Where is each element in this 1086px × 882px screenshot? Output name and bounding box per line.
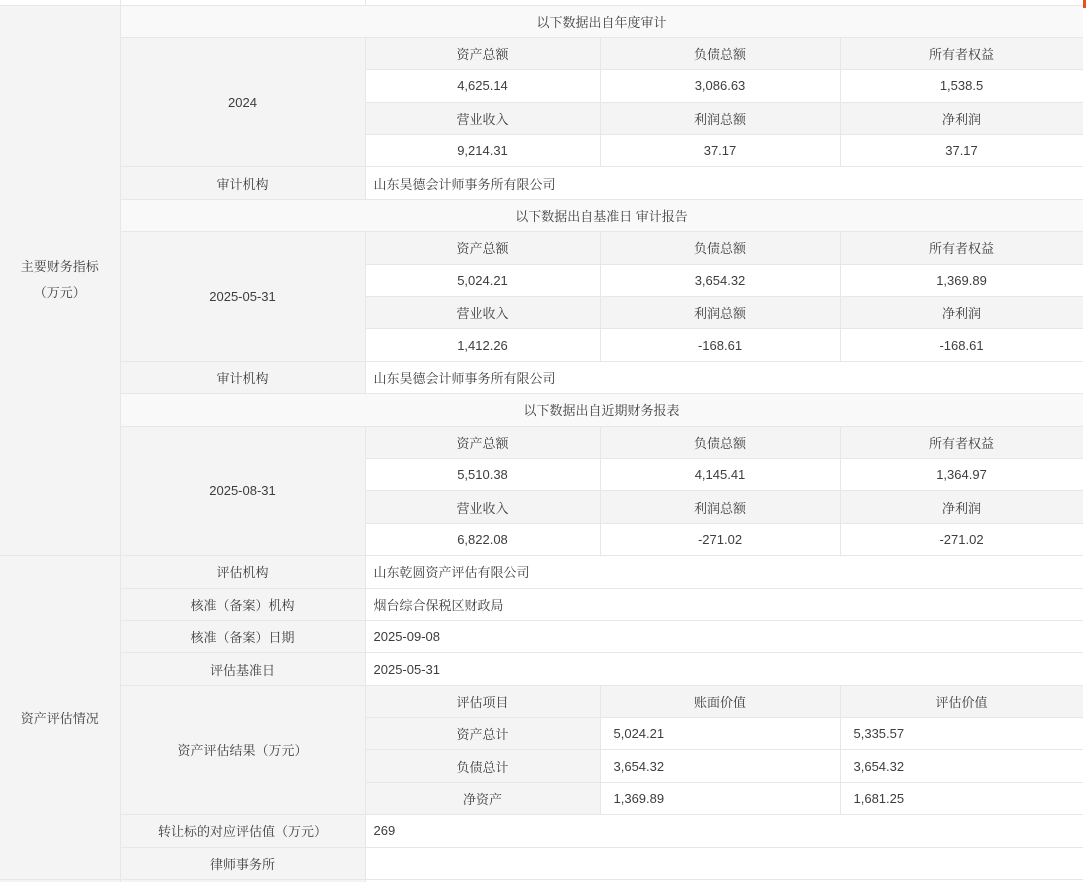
hdr-revenue: 营业收入	[365, 491, 600, 523]
banner-annual-audit: 以下数据出自年度审计	[120, 5, 1083, 37]
book-value-net-assets: 1,369.89	[600, 782, 840, 814]
period-cell-2024: 2024	[120, 37, 365, 167]
hdr-assets-total: 资产总额	[365, 232, 600, 264]
value-auditor: 山东昊德会计师事务所有限公司	[365, 167, 1083, 199]
item-assets-total: 资产总计	[365, 718, 600, 750]
label-approval-date: 核准（备案）日期	[120, 620, 365, 652]
val-liabilities-total: 4,145.41	[600, 458, 840, 490]
value-approval-agency: 烟台综合保税区财政局	[365, 588, 1083, 620]
hdr-net-profit: 净利润	[840, 297, 1083, 329]
hdr-net-profit: 净利润	[840, 102, 1083, 134]
hdr-revenue: 营业收入	[365, 297, 600, 329]
hdr-liabilities-total: 负债总额	[600, 37, 840, 69]
val-revenue: 9,214.31	[365, 135, 600, 167]
hdr-assets-total: 资产总额	[365, 426, 600, 458]
val-net-profit: -271.02	[840, 523, 1083, 555]
hdr-profit-total: 利润总额	[600, 491, 840, 523]
label-approval-agency: 核准（备案）机构	[120, 588, 365, 620]
period-cell-2025-08-31: 2025-08-31	[120, 426, 365, 556]
banner-recent-statements: 以下数据出自近期财务报表	[120, 394, 1083, 426]
hdr-revenue: 营业收入	[365, 102, 600, 134]
hdr-liabilities-total: 负债总额	[600, 232, 840, 264]
val-assets-total: 5,510.38	[365, 458, 600, 490]
val-assets-total: 5,024.21	[365, 264, 600, 296]
hdr-owners-equity: 所有者权益	[840, 426, 1083, 458]
label-auditor: 审计机构	[120, 361, 365, 393]
value-law-firm	[365, 847, 1083, 879]
val-assets-total: 4,625.14	[365, 70, 600, 102]
financial-indicators-label-line1: 主要财务指标	[20, 259, 99, 275]
value-auditor: 山东昊德会计师事务所有限公司	[365, 361, 1083, 393]
label-valuation-base-date: 评估基准日	[120, 653, 365, 685]
value-valuation-base-date: 2025-05-31	[365, 653, 1083, 685]
book-value-assets-total: 5,024.21	[600, 718, 840, 750]
label-auditor: 审计机构	[120, 167, 365, 199]
hdr-net-profit: 净利润	[840, 491, 1083, 523]
hdr-liabilities-total: 负债总额	[600, 426, 840, 458]
appraised-value-net-assets: 1,681.25	[840, 782, 1083, 814]
label-law-firm: 律师事务所	[120, 847, 365, 879]
period-cell-2025-05-31: 2025-05-31	[120, 232, 365, 362]
val-liabilities-total: 3,654.32	[600, 264, 840, 296]
hdr-owners-equity: 所有者权益	[840, 37, 1083, 69]
item-liabilities-total: 负债总计	[365, 750, 600, 782]
val-net-profit: -168.61	[840, 329, 1083, 361]
val-net-profit: 37.17	[840, 135, 1083, 167]
financial-indicators-label-line2: （万元）	[33, 285, 86, 301]
appraised-value-assets-total: 5,335.57	[840, 718, 1083, 750]
appraised-value-liabilities-total: 3,654.32	[840, 750, 1083, 782]
banner-basedate-audit: 以下数据出自基准日 审计报告	[120, 199, 1083, 231]
hdr-profit-total: 利润总额	[600, 297, 840, 329]
val-profit-total: 37.17	[600, 135, 840, 167]
item-net-assets: 净资产	[365, 782, 600, 814]
hdr-profit-total: 利润总额	[600, 102, 840, 134]
section-label-financial-indicators	[0, 5, 120, 556]
book-value-liabilities-total: 3,654.32	[600, 750, 840, 782]
label-valuation-result: 资产评估结果（万元）	[120, 685, 365, 815]
val-revenue: 1,412.26	[365, 329, 600, 361]
hdr-owners-equity: 所有者权益	[840, 232, 1083, 264]
val-owners-equity: 1,538.5	[840, 70, 1083, 102]
val-revenue: 6,822.08	[365, 523, 600, 555]
value-valuation-agency: 山东乾圆资产评估有限公司	[365, 556, 1083, 588]
hdr-valuation-item: 评估项目	[365, 685, 600, 717]
val-liabilities-total: 3,086.63	[600, 70, 840, 102]
section-label-asset-valuation: 资产评估情况	[0, 556, 120, 880]
hdr-appraised-value: 评估价值	[840, 685, 1083, 717]
value-transfer-appraised-value: 269	[365, 815, 1083, 847]
val-owners-equity: 1,364.97	[840, 458, 1083, 490]
label-transfer-appraised-value: 转让标的对应评估值（万元）	[120, 815, 365, 847]
label-valuation-agency: 评估机构	[120, 556, 365, 588]
hdr-book-value: 账面价值	[600, 685, 840, 717]
val-owners-equity: 1,369.89	[840, 264, 1083, 296]
val-profit-total: -168.61	[600, 329, 840, 361]
hdr-assets-total: 资产总额	[365, 37, 600, 69]
val-profit-total: -271.02	[600, 523, 840, 555]
value-approval-date: 2025-09-08	[365, 620, 1083, 652]
